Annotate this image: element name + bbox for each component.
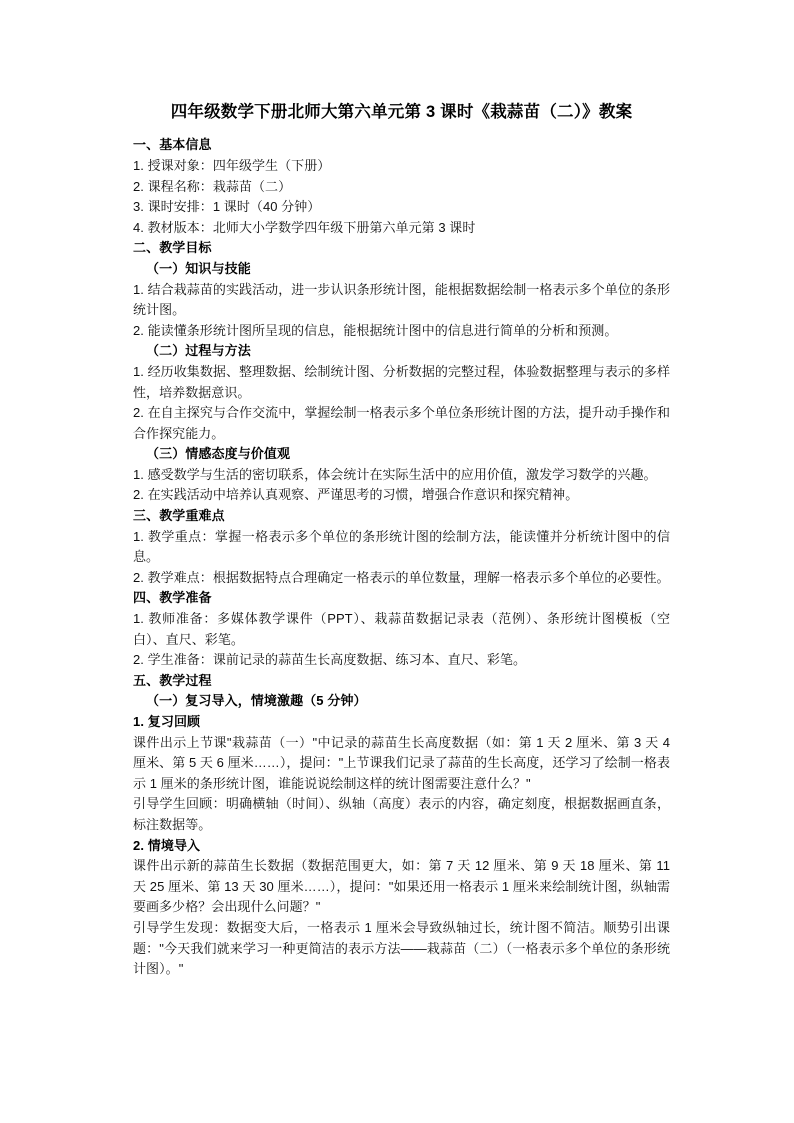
section-key-points	[133, 506, 670, 588]
section-heading-preparation: 四、教学准备	[133, 590, 212, 606]
section-basic-info	[133, 135, 670, 238]
key-points-item-1: 1. 教学重点：掌握一格表示多个单位的条形统计图的绘制方法，能读懂并分析统计图中的信息。	[133, 528, 670, 565]
process-step1-sub2-paragraph-2: 引导学生发现：数据变大后，一格表示 1 厘米会导致纵轴过长，统计图不简洁。顺势引出课题："今天我们就来学习一种更简洁的表示方法——栽蒜苗（二）（一格表示多个单位的条形统计图）。"	[133, 919, 670, 977]
section-heading-basic-info: 一、基本信息	[133, 137, 212, 153]
basic-info-item-1: 1. 授课对象：四年级学生（下册）	[133, 157, 331, 173]
objectives-sub2-item-1: 1. 经历收集数据、整理数据、绘制统计图、分析数据的完整过程，体验数据整理与表示的多样性，培养数据意识。	[133, 363, 670, 400]
basic-info-item-2: 2. 课程名称：栽蒜苗（二）	[133, 178, 292, 194]
objectives-sub1-item-1: 1. 结合栽蒜苗的实践活动，进一步认识条形统计图，能根据数据绘制一格表示多个单位的条形统计图。	[133, 281, 670, 318]
process-step1-sub2-heading: 2. 情境导入	[133, 837, 201, 853]
process-step1-sub1-paragraph-1: 课件出示上节课"栽蒜苗（一）"中记录的蒜苗生长高度数据（如：第 1 天 2 厘米、第 3 天 4 厘米、第 5 天 6 厘米……），提问："上节课我们记录了蒜苗的生长高度，还学习了绘制一格表示 1 厘米的条形统计图，谁能说说绘制这样的统计图需要注意什么？"	[133, 734, 670, 791]
section-heading-key-points: 三、教学重难点	[133, 508, 225, 524]
section-objectives	[133, 238, 670, 506]
section-heading-objectives: 二、教学目标	[133, 240, 212, 256]
objectives-sub3-heading: （三）情感态度与价值观	[146, 446, 291, 462]
section-heading-process: 五、教学过程	[133, 672, 212, 688]
process-step1-heading: （一）复习导入，情境激趣（5 分钟）	[146, 693, 367, 709]
process-step1-sub1-heading: 1. 复习回顾	[133, 714, 201, 730]
objectives-sub3-item-2: 2. 在实践活动中培养认真观察、严谨思考的习惯，增强合作意识和探究精神。	[133, 487, 579, 503]
process-step1-sub1-paragraph-2: 引导学生回顾：明确横轴（时间）、纵轴（高度）表示的内容，确定刻度，根据数据画直条，标注数据等。	[133, 796, 670, 832]
objectives-sub3-item-1: 1. 感受数学与生活的密切联系，体会统计在实际生活中的应用价值，激发学习数学的兴趣。	[133, 466, 657, 482]
basic-info-item-3: 3. 课时安排：1 课时（40 分钟）	[133, 199, 321, 215]
section-process	[133, 671, 670, 980]
objectives-sub2-heading: （二）过程与方法	[146, 343, 251, 359]
key-points-item-2: 2. 教学难点：根据数据特点合理确定一格表示的单位数量，理解一格表示多个单位的必要性。	[133, 569, 670, 585]
process-step1-sub2-paragraph-1: 课件出示新的蒜苗生长数据（数据范围更大，如：第 7 天 12 厘米、第 9 天 18 厘米、第 11 天 25 厘米、第 13 天 30 厘米……），提问："如果还用一格表示 1 厘米来绘制统计图，纵轴需要画多少格？会出现什么问题？"	[133, 858, 670, 915]
objectives-sub1-heading: （一）知识与技能	[146, 260, 251, 276]
page-title: 四年级数学下册北师大第六单元第 3 课时《栽蒜苗（二）》教案	[170, 103, 633, 121]
basic-info-item-4: 4. 教材版本：北师大小学数学四年级下册第六单元第 3 课时	[133, 219, 476, 235]
preparation-item-1: 1. 教师准备：多媒体教学课件（PPT）、栽蒜苗数据记录表（范例）、条形统计图模板（空白）、直尺、彩笔。	[133, 611, 670, 647]
section-preparation	[133, 588, 670, 670]
preparation-item-2: 2. 学生准备：课前记录的蒜苗生长高度数据、练习本、直尺、彩笔。	[133, 652, 527, 668]
objectives-sub1-item-2: 2. 能读懂条形统计图所呈现的信息，能根据统计图中的信息进行简单的分析和预测。	[133, 322, 618, 338]
objectives-sub2-item-2: 2. 在自主探究与合作交流中，掌握绘制一格表示多个单位条形统计图的方法，提升动手操作和合作探究能力。	[133, 405, 670, 441]
